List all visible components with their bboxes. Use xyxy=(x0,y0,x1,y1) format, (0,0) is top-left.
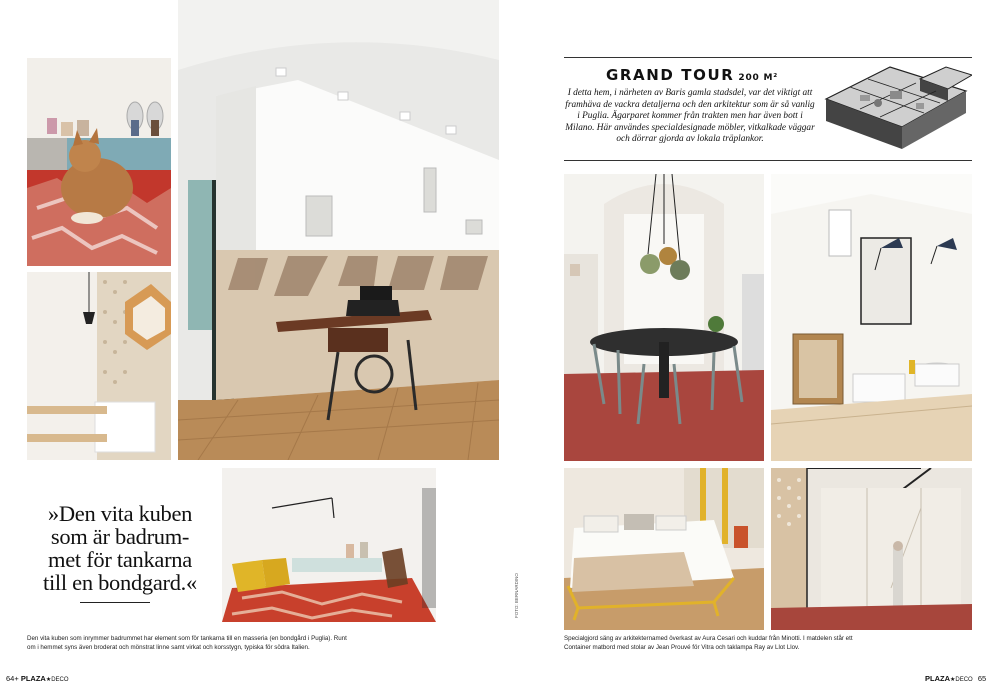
photo-bathroom-corner xyxy=(27,272,171,460)
folio-star-left: ★ xyxy=(45,677,52,683)
title-area: 200 M² xyxy=(738,73,779,83)
photo-cat-on-rug xyxy=(27,58,171,266)
page-number-right: 65 xyxy=(977,674,987,683)
photo-living-room-rug xyxy=(222,468,436,622)
title-top-rule xyxy=(564,57,972,58)
page-number-left: 64 xyxy=(6,674,15,683)
photo-dining-room xyxy=(564,174,764,461)
title-text: GRAND TOUR xyxy=(606,66,735,84)
pull-quote: »Den vita kuben som är badrum-met för tankarna till en bondgard.« xyxy=(43,501,197,595)
folio-brand-right: PLAZA xyxy=(925,674,950,683)
floor-plan-illustration xyxy=(820,61,972,157)
right-caption: Specialgjord säng av arkitekternamed överkast av Aura Cesari och kuddar från Minotti. I matdelen står ett Container matbord med stolar av Jean Prouvé för Vitra och taklampa Ray av Llot Llov. xyxy=(564,635,853,651)
folio-plus: + xyxy=(14,674,21,683)
article-intro: I detta hem, i närheten av Baris gamla stadsdel, var det viktigt att framhäva de vackra detaljerna och den arkitektur som är så vanlig i Puglia. Ägarparet kommer från trakten men har även bott i Milano. Här användes specialdesignade möbler, vitkalkade väggar och dörrar gjorda av lokala träplankor. xyxy=(565,88,815,145)
photo-hallway-doors xyxy=(771,468,972,630)
title-bottom-rule xyxy=(564,160,972,161)
folio-section-left: DECO xyxy=(51,677,69,683)
photo-bedroom-yellow-bed xyxy=(564,468,764,630)
folio-brand-left: PLAZA xyxy=(20,674,46,683)
photo-white-cube-sewing-machine xyxy=(178,0,499,460)
photo-credit: FOTO: BERNARDINO xyxy=(514,573,519,618)
folio-star-right: ★ xyxy=(950,677,956,683)
article-title xyxy=(606,66,778,84)
left-folio xyxy=(6,674,69,683)
right-folio xyxy=(925,674,986,683)
left-caption: Den vita kuben som inrymmer badrummet har element som för tankarna till en masseria (en bondgård i Puglia). Runt om i hemmet syns även broderat och mönstrat linne samt virkat och korsstygn, typiska för södra Italien. xyxy=(27,635,347,651)
photo-bathroom-sinks xyxy=(771,174,972,461)
quote-divider xyxy=(80,602,150,603)
folio-section-right: DECO xyxy=(955,677,973,683)
